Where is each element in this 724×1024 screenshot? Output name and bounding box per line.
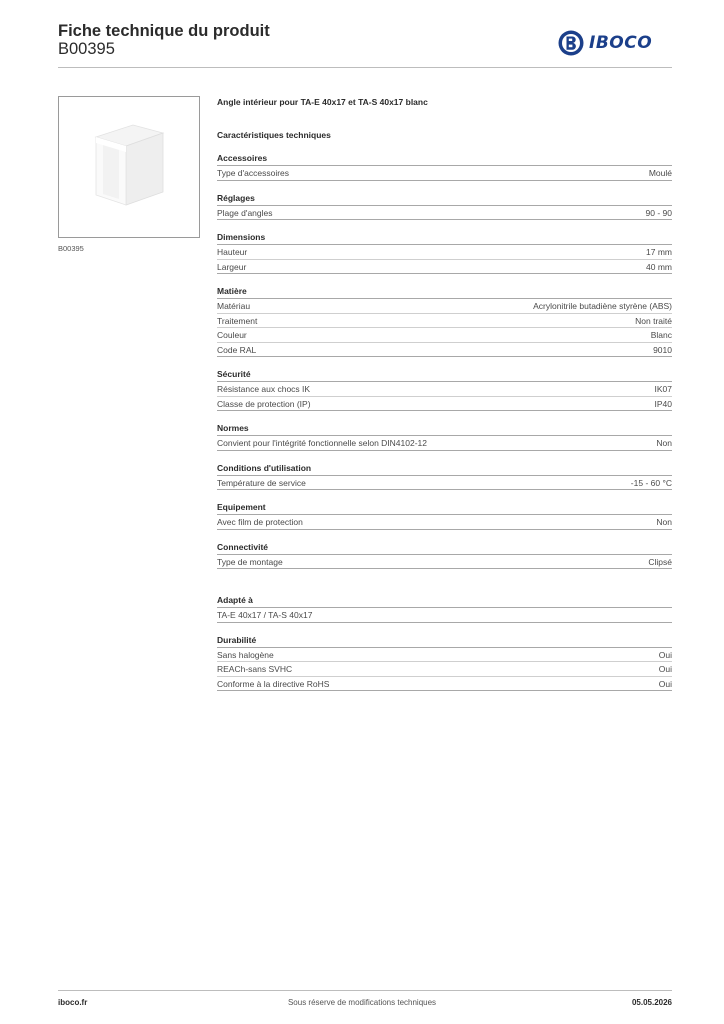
spec-row [217,476,672,491]
spec-label: Convient pour l'intégrité fonctionnelle selon DIN4102-12 [217,438,428,448]
spec-value: Oui [658,664,672,674]
logo-wordmark: IBOCO [589,33,653,53]
section-reglages [217,192,672,221]
product-image [58,96,200,238]
section-accessoires [217,152,672,181]
section-connectivite [217,541,672,570]
spec-label: Hauteur [217,247,248,257]
spec-value: IK07 [654,384,672,394]
spec-label: Couleur [217,330,247,340]
spec-value: IP40 [654,398,672,409]
section-conditions [217,462,672,491]
spec-value: Moulé [648,168,672,178]
section-securite [217,368,672,411]
spec-label: TA-E 40x17 / TA-S 40x17 [217,610,313,620]
iboco-logo-icon [557,29,585,57]
spec-row [217,662,672,677]
footer-divider [58,990,672,991]
image-caption: B00395 [58,244,84,253]
spec-value: 9010 [653,344,672,355]
section-title: Conditions d'utilisation [217,462,672,476]
spec-row [217,314,672,329]
spec-value: Blanc [650,330,672,340]
spec-row [217,677,672,692]
spec-value: -15 - 60 °C [630,477,672,488]
spec-label: Code RAL [217,344,257,355]
section-title: Adapté à [217,594,672,608]
spec-value: Non [656,517,672,527]
footer-website[interactable]: iboco.fr [58,998,88,1007]
spec-label: Classe de protection (IP) [217,398,311,409]
spec-row [217,608,672,623]
section-title: Matière [217,285,672,299]
spec-row [217,343,672,358]
spec-value: Non [656,438,672,448]
spec-row [217,555,672,570]
section-title: Sécurité [217,368,672,382]
spec-label: Type d'accessoires [217,168,290,178]
section-title: Durabilité [217,634,672,648]
spec-label: Type de montage [217,556,283,567]
corner-piece-image [59,97,199,237]
spec-value: Non traité [635,315,672,326]
section-title: Equipement [217,501,672,515]
header-divider [58,67,672,68]
spec-row [217,515,672,530]
spec-label: Résistance aux chocs IK [217,384,311,394]
spec-label: Largeur [217,261,247,272]
spec-value: 40 mm [646,261,672,272]
spec-row [217,382,672,397]
section-title: Accessoires [217,152,672,166]
spec-value: 17 mm [646,247,672,257]
spec-label: Plage d'angles [217,207,273,218]
section-equipement [217,501,672,530]
spec-row [217,166,672,181]
spec-label: Avec film de protection [217,517,303,527]
spec-label: Conforme à la directive RoHS [217,678,330,689]
footer-date: 05.05.2026 [631,998,672,1007]
section-title: Dimensions [217,231,672,245]
section-normes [217,422,672,451]
spec-row [217,206,672,221]
section-matiere [217,285,672,357]
spec-label: Matériau [217,301,251,311]
page-title: Fiche technique du produit [58,22,270,40]
spec-value: 90 - 90 [645,207,672,218]
product-name: Angle intérieur pour TA-E 40x17 et TA-S 40x17 blanc [217,97,428,107]
specs-content [217,96,672,691]
spec-row [217,328,672,343]
section-title: Connectivité [217,541,672,555]
spec-row [217,245,672,260]
section-durabilite [217,634,672,692]
section-title: Réglages [217,192,672,206]
product-reference: B00395 [58,40,115,58]
specs-heading: Caractéristiques techniques [217,130,331,140]
spec-label: REACh-sans SVHC [217,664,293,674]
spec-row [217,436,672,451]
footer-disclaimer: Sous réserve de modifications techniques [287,998,437,1007]
iboco-logo [557,28,673,58]
section-dimensions [217,231,672,274]
spec-value: Clipsé [648,556,672,567]
spec-label: Sans halogène [217,649,274,660]
spec-value: Acrylonitrile butadiène styrène (ABS) [533,301,672,311]
spec-label: Traitement [217,315,258,326]
spec-row [217,648,672,663]
spec-value: Oui [658,649,672,660]
spec-value: Oui [658,678,672,689]
spec-row [217,397,672,412]
spec-row [217,299,672,314]
spec-row [217,260,672,275]
spec-label: Température de service [217,477,306,488]
section-adapte [217,594,672,623]
section-title: Normes [217,422,672,436]
